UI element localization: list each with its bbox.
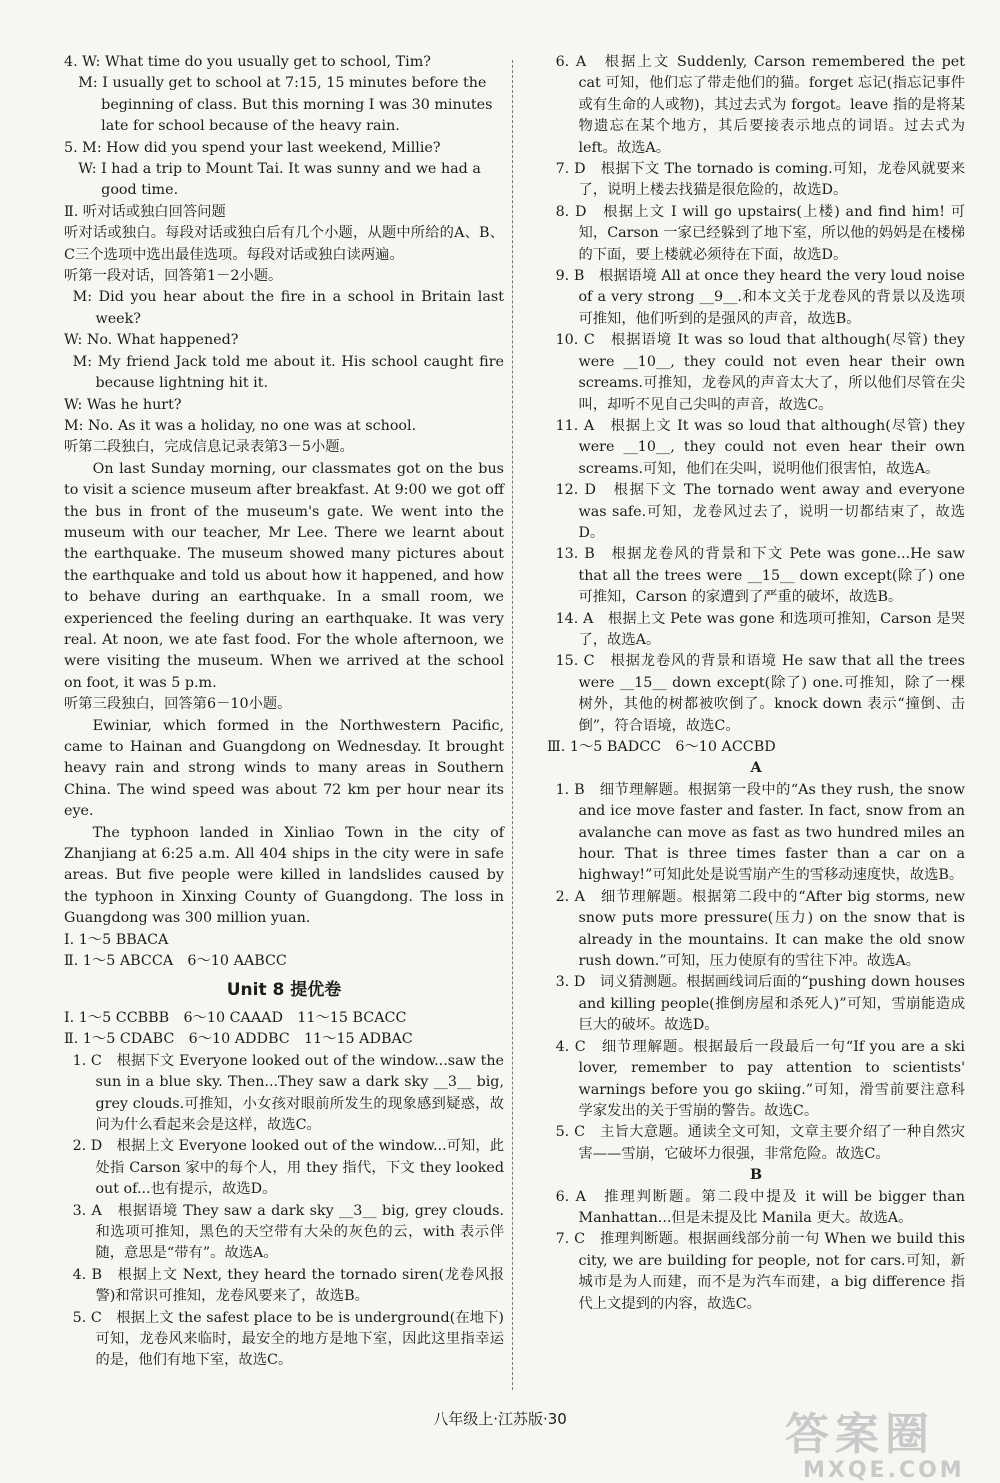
right-line-14: 3. D 词义猜测题。根据画线词后面的“pushing down houses and killing people(推倒房屋和杀死人)”可知，雪崩能造成巨大的破坏。故选D。 — [555, 974, 965, 1034]
left-line-20: Ⅰ. 1～5 CCBBB 6～10 CAAAD 11～15 BCACC — [64, 1009, 407, 1026]
watermark-line1: 答案圈 — [785, 1409, 935, 1460]
left-line-9: M: My friend Jack told me about it. His school caught fire because lightning hit it. — [72, 353, 504, 392]
left-line-26: 5. C 根据上文 the safest place to be is underground(在地下)可知，龙卷风来临时，最安全的地方是地下室，因此这里指幸运的是，他们有地下室，故选C。 — [72, 1309, 504, 1369]
left-line-24: 3. A 根据语境 They saw a dark sky __3__ big, grey clouds.和选项可推知，黑色的天空带有大朵的灰色的云，with 表示伴随，意思是“带有”。故选A。 — [72, 1202, 504, 1262]
left-line-16: The typhoon landed in Xinliao Town in the city of Zhanjiang at 6:25 a.m. All 404 ships in the city were in safe areas. But five people were killed in landslides caused by the typhoon in Xinxing County of Guangdong. The loss in Guangdong was 300 million yuan. — [64, 824, 504, 927]
left-line-0: 4. W: What time do you usually get to school, Tim? — [64, 54, 431, 70]
right-line-13: 2. A 细节理解题。根据第二段中的“After big storms, new snow puts more pressure(压力) on the snow that is already in the mountains. It can make the old snow rush down.”可知，压力使原有的雪往下冲。故选A。 — [555, 888, 965, 970]
left-line-10: W: Was he hurt? — [64, 396, 182, 413]
left-line-17: Ⅰ. 1～5 BBACA — [64, 931, 169, 948]
watermark-line2: MXQE.COM — [803, 1458, 965, 1483]
watermark-logo — [785, 1398, 965, 1483]
left-column — [64, 52, 504, 1372]
right-line-10: Ⅲ. 1～5 BADCC 6～10 ACCBD — [547, 739, 776, 755]
right-column — [547, 52, 965, 1315]
right-line-3: 9. B 根据语境 All at once they heard the very loud noise of a very strong __9__.和本文关于龙卷风的背景以及选项可推知，他们听到的是强风的声音，故选B。 — [555, 268, 965, 327]
left-line-22: 1. C 根据下文 Everyone looked out of the window...saw the sun in a blue sky. Then...They saw a dark sky __3__ big, grey clouds.可推知，小女孩对眼前所发生的现象感到疑惑，故问为什么看起来会是这样，故选C。 — [72, 1052, 504, 1133]
left-line-3: W: I had a trip to Mount Tai. It was sunny and we had a good time. — [78, 161, 481, 199]
right-line-11: A — [750, 760, 762, 777]
left-line-13: On last Sunday morning, our classmates got on the bus to visit a science museum after breakfast. At 9:00 we got off the bus in front of the museum's gate. We went into the museum with our teacher, Mr Lee. There we learnt about the earthquake. The museum showed many pictures about the earthquake and told us about how it happened, and how to behave during an earthquake. In a small room, we experienced the feeling during an earthquake. It was very real. At noon, we ate fast food. For the whole afternoon, we were visiting the museum. When we arrived at the school on foot, it was 5 p.m. — [64, 460, 504, 691]
left-line-2: 5. M: How did you spend your last weekend, Millie? — [64, 139, 441, 156]
left-line-8: W: No. What happened? — [64, 332, 239, 349]
right-line-9: 15. C 根据龙卷风的背景和语境 He saw that all the trees were __15__ down except(除了) one.可推知，除了一棵树外，其他的树都被吹倒了。knock down 表示“撞倒、击倒”，符合语境，故选C。 — [555, 653, 965, 734]
right-line-18: 6. A 推理判断题。第二段中提及 it will be bigger than Manhattan...但是未提及比 Manila 更大。故选A。 — [555, 1188, 965, 1226]
left-line-12: 听第二段独白，完成信息记录表第3－5小题。 — [64, 439, 354, 456]
right-line-7: 13. B 根据龙卷风的背景和下文 Pete was gone...He saw that all the trees were __15__ down except(除了) one 可推知，Carson 的家遭到了严重的破坏，故选B。 — [555, 546, 965, 606]
column-divider — [512, 60, 513, 1390]
left-line-14: 听第三段独白，回答第6－10小题。 — [64, 696, 292, 713]
left-line-1: M: I usually get to school at 7:15, 15 minutes before the beginning of class. But this morning I was 30 minutes late for school because of the heavy rain. — [78, 75, 493, 135]
left-line-11: M: No. As it was a holiday, no one was at school. — [64, 417, 417, 434]
right-line-17: B — [749, 1167, 763, 1184]
left-line-15: Ewiniar, which formed in the Northwestern Pacific, came to Hainan and Guangdong on Wednesday. It brought heavy rain and strong winds to many areas in Southern China. The wind speed was about 72 km per hour near its eye. — [64, 717, 504, 820]
right-line-0: 6. A 根据上文 Suddenly, Carson remembered the pet cat 可知，他们忘了带走他们的猫。forget 忘记(指忘记事件或有生命的人或物)，其过去式为 forgot。leave 指的是将某物遗忘在某个地方，其后要接表示地点的词语。过去式为 left。故选A。 — [555, 54, 965, 156]
right-line-16: 5. C 主旨大意题。通读全文可知，文章主要介绍了一种自然灾害——雪崩，它破坏力很强，非常危险。故选C。 — [555, 1124, 965, 1162]
left-line-18: Ⅱ. 1～5 ABCCA 6～10 AABCC — [64, 953, 287, 970]
left-line-19: Unit 8 提优卷 — [226, 980, 342, 1001]
right-line-5: 11. A 根据上文 It was so loud that although(尽管) they were __10__, they could not even hear their own screams.可知，他们在尖叫，说明他们很害怕，故选A。 — [555, 417, 965, 477]
right-line-15: 4. C 细节理解题。根据最后一段最后一句“If you are a ski lover, remember to pay attention to scientists' warnings before you go skiing.”可知，滑雪前要注意科学家发出的关于雪崩的警告。故选C。 — [555, 1038, 965, 1119]
left-line-23: 2. D 根据上文 Everyone looked out of the window...可知，此处指 Carson 家中的每个人，用 they 指代，下文 they looked out of...也有提示，故选D。 — [72, 1138, 504, 1198]
left-line-21: Ⅱ. 1～5 CDABC 6～10 ADDBC 11～15 ADBAC — [64, 1031, 413, 1048]
left-line-4: Ⅱ. 听对话或独白回答问题 — [64, 203, 226, 220]
right-line-1: 7. D 根据下文 The tornado is coming.可知，龙卷风就要来了，说明上楼去找猫是很危险的，故选D。 — [555, 161, 965, 199]
right-line-19: 7. C 推理判断题。根据画线部分前一句 When we build this city, we are building for people, not for cars.可知，新城市是为人而建，而不是为汽车而建，a big difference 指代上文提到的内容，故选C。 — [555, 1231, 965, 1312]
right-line-6: 12. D 根据下文 The tornado went away and everyone was safe.可知，龙卷风过去了，说明一切都结束了，故选D。 — [555, 482, 965, 541]
right-line-12: 1. B 细节理解题。根据第一段中的“As they rush, the snow and ice move faster and faster. In fact, snow from an avalanche can move as fast as two hundred miles an hour. That is three times faster than a car on a highway!”可知此处是说雪崩产生的雪移动速度快，故选B。 — [555, 781, 965, 884]
page-footer: 八年级上·江苏版·30 — [433, 1410, 567, 1428]
left-line-25: 4. B 根据上文 Next, they heard the tornado siren(龙卷风报警)和常识可推知，龙卷风要来了，故选B。 — [72, 1266, 504, 1305]
left-line-6: 听第一段对话，回答第1－2小题。 — [64, 268, 283, 285]
right-line-4: 10. C 根据语境 It was so loud that although(尽管) they were __10__, they could not even hear their own screams.可推知，龙卷风的声音太大了，所以他们尽管在尖叫，却听不见自己尖叫的声音，故选C。 — [555, 332, 965, 413]
right-line-8: 14. A 根据上文 Pete was gone 和选项可推知，Carson 是哭了，故选A。 — [555, 610, 965, 648]
right-line-2: 8. D 根据上文 I will go upstairs(上楼) and find him! 可知，Carson 一家已经躲到了地下室，所以他的妈妈是在楼梯的下面，要上楼就必须待在下面，故选D。 — [555, 203, 965, 263]
left-line-5: 听对话或独白。每段对话或独白后有几个小题，从题中所给的A、B、C三个选项中选出最佳选项。每段对话或独白读两遍。 — [64, 225, 504, 263]
left-line-7: M: Did you hear about the fire in a school in Britain last week? — [72, 289, 504, 327]
